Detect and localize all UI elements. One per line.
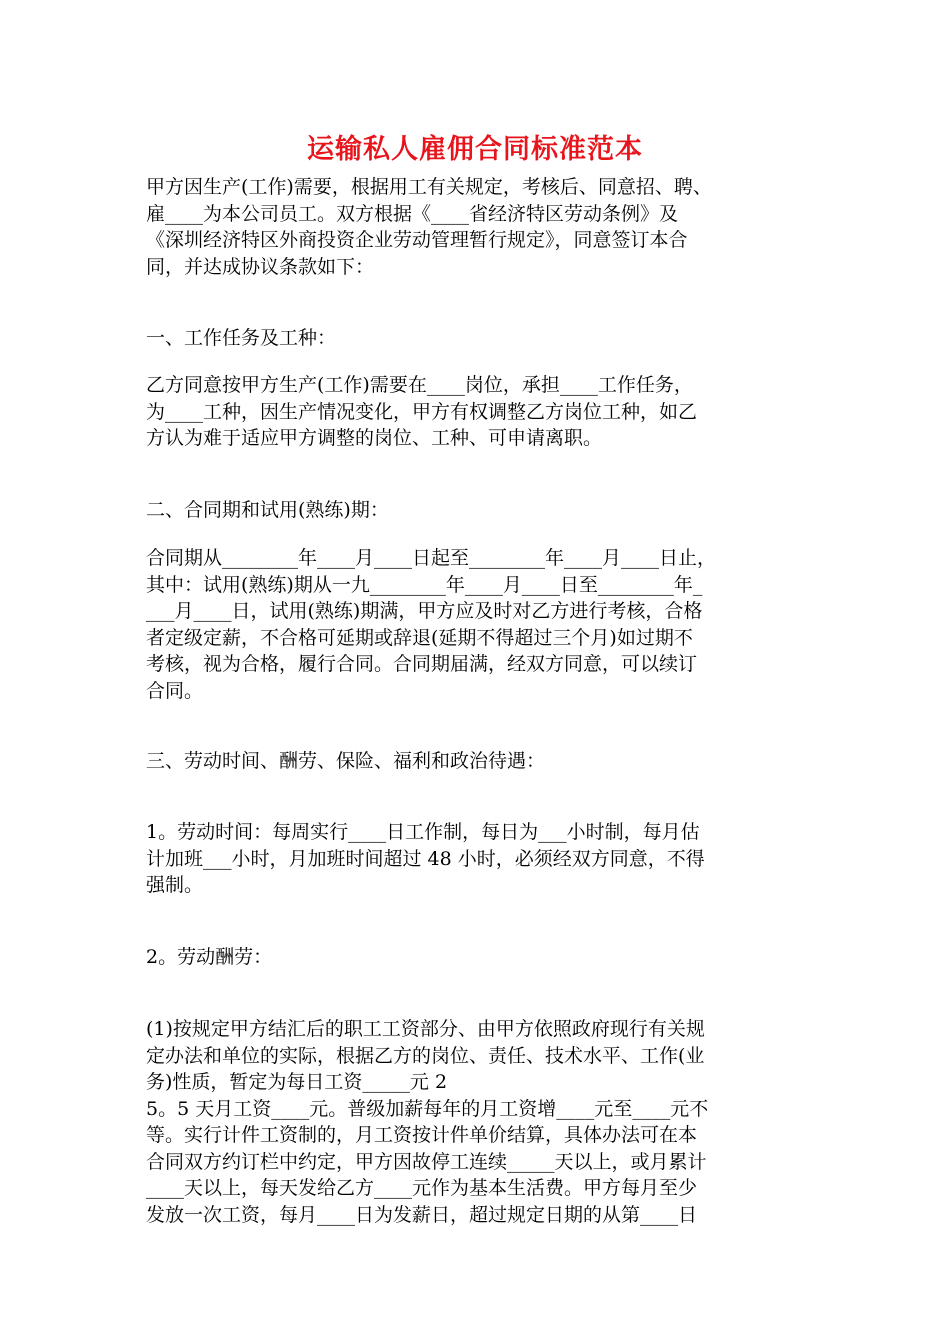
heading-text: 一、工作任务及工种： — [146, 327, 337, 349]
item2-paragraph — [146, 1016, 826, 1228]
section2-heading — [146, 497, 826, 524]
text-line: 合同。 — [146, 679, 204, 702]
section3-heading — [146, 748, 826, 775]
text-line: (1)按规定甲方结汇后的职工工资部分、由甲方依照政府现行有关规 — [146, 1018, 705, 1040]
text-line: 方认为难于适应甲方调整的岗位、工种、可申请离职。 — [146, 427, 603, 449]
text-line: 甲方因生产(工作)需要，根据用工有关规定，考核后、同意招、聘、 — [146, 176, 712, 198]
text-line: 考核，视为合格，履行合同。合同期届满，经双方同意，可以续订 — [146, 653, 698, 675]
text-line: 计加班___小时，月加班时间超过 48 小时，必须经双方同意，不得 — [146, 847, 705, 870]
text-line: 务)性质，暂定为每日工资_____元 2 — [146, 1071, 448, 1093]
text-line: 定办法和单位的实际，根据乙方的岗位、责任、技术水平、工作(业 — [146, 1044, 705, 1067]
text-line: 强制。 — [146, 874, 204, 896]
item1-paragraph — [146, 819, 826, 899]
text-line: 1。劳动时间：每周实行____日工作制，每日为___小时制，每月估 — [146, 821, 700, 843]
heading-text: 三、劳动时间、酬劳、保险、福利和政治待遇： — [146, 750, 546, 772]
text-line: 《深圳经济特区外商投资企业劳动管理暂行规定》，同意签订本合 — [146, 229, 688, 251]
intro-paragraph — [146, 174, 826, 280]
text-line: ___月____日，试用(熟练)期满，甲方应及时对乙方进行考核，合格 — [146, 600, 703, 622]
text-line: ____天以上，每天发给乙方____元作为基本生活费。甲方每月至少 — [146, 1177, 698, 1199]
text-line: 发放一次工资，每月____日为发薪日，超过规定日期的从第____日 — [146, 1203, 698, 1226]
document-title: 运输私人雇佣合同标准范本 — [307, 134, 643, 165]
text-line: 为____工种，因生产情况变化，甲方有权调整乙方岗位工种，如乙 — [146, 400, 698, 423]
heading-text: 2。劳动酬劳： — [146, 946, 273, 968]
text-line: 同，并达成协议条款如下： — [146, 255, 375, 278]
section1-heading — [146, 325, 826, 352]
heading-text: 二、合同期和试用(熟练)期： — [146, 499, 389, 521]
item2-heading — [146, 944, 826, 971]
text-line: 乙方同意按甲方生产(工作)需要在____岗位，承担____工作任务， — [146, 374, 693, 396]
text-line: 合同期从________年____月____日起至________年____月____日止， — [146, 547, 717, 569]
text-line: 雇____为本公司员工。双方根据《____省经济特区劳动条例》及 — [146, 202, 679, 225]
text-line: 者定级定薪，不合格可延期或辞退(延期不得超过三个月)如过期不 — [146, 626, 693, 649]
text-line: 等。实行计件工资制的，月工资按计件单价结算，具体办法可在本 — [146, 1124, 698, 1146]
section1-paragraph — [146, 372, 826, 452]
text-line: 合同双方约订栏中约定，甲方因故停工连续_____天以上，或月累计 — [146, 1150, 707, 1173]
text-line: 5。5 天月工资____元。普级加薪每年的月工资增____元至____元不 — [146, 1097, 709, 1120]
section2-paragraph — [146, 545, 826, 704]
text-line: 其中：试用(熟练)期从一九________年____月____日至________年_ — [146, 573, 703, 596]
